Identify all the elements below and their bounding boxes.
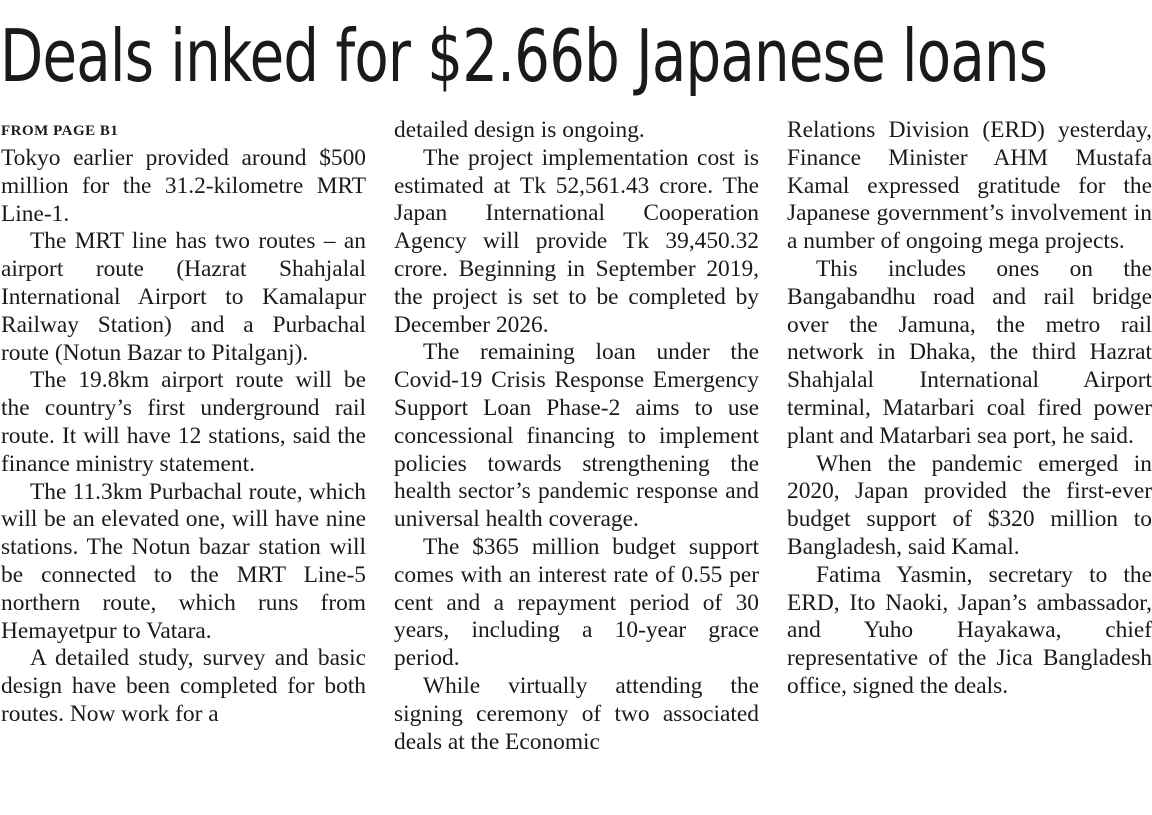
paragraph: While virtually attending the signing ceremony of two associated deals at the Economic: [394, 672, 759, 755]
continued-from-label: FROM PAGE B1: [1, 123, 119, 139]
article-column-2: [394, 117, 759, 756]
paragraph: A detailed study, survey and basic design have been completed for both routes. Now work for a: [1, 645, 366, 727]
article-column-1: [1, 117, 366, 729]
paragraph: The $365 million budget support comes with an interest rate of 0.55 per cent and a repayment period of 30 years, including a 10-year grace period.: [394, 533, 759, 672]
paragraph: The 11.3km Purbachal route, which will be an elevated one, will have nine stations. The Notun bazar station will be connected to the MRT Line-5 northern route, which runs from Hemayetpur to Vatara.: [1, 478, 366, 644]
paragraph: This includes ones on the Bangabandhu road and rail bridge over the Jamuna, the metro rail network in Dhaka, the third Hazrat Shahjalal International Airport terminal, Matarbari coal fired power plant and Matarbari sea port, he said.: [787, 255, 1152, 449]
article-column-3: [787, 117, 1152, 701]
paragraph: Tokyo earlier provided around $500 million for the 31.2-kilometre MRT Line-1.: [1, 145, 366, 227]
paragraph: The remaining loan under the Covid-19 Crisis Response Emergency Support Loan Phase-2 aims to use concessional financing to implement policies towards strengthening the health sector’s pandemic response and universal health coverage.: [394, 339, 759, 533]
paragraph: The MRT line has two routes – an airport route (Hazrat Shahjalal International Airport to Kamalapur Railway Station) and a Purbachal route (Notun Bazar to Pitalganj).: [1, 228, 366, 366]
paragraph: The 19.8km airport route will be the country’s first underground rail route. It will have 12 stations, said the finance ministry statement.: [1, 367, 366, 477]
headline: Deals inked for $2.66b Japanese loans: [0, 14, 1048, 98]
paragraph: The project implementation cost is estimated at Tk 52,561.43 crore. The Japan International Cooperation Agency will provide Tk 39,450.32 crore. Beginning in September 2019, the project is set to be completed by December 2026.: [394, 144, 759, 338]
paragraph: When the pandemic emerged in 2020, Japan provided the first-ever budget support of $320 million to Bangladesh, said Kamal.: [787, 450, 1152, 560]
paragraph: detailed design is ongoing.: [394, 117, 645, 143]
paragraph: Relations Division (ERD) yesterday, Finance Minister AHM Mustafa Kamal expressed gratitude for the Japanese government’s involvement in a number of ongoing mega projects.: [787, 117, 1152, 255]
paragraph: Fatima Yasmin, secretary to the ERD, Ito Naoki, Japan’s ambassador, and Yuho Hayakawa, chief representative of the Jica Bangladesh office, signed the deals.: [787, 561, 1152, 699]
